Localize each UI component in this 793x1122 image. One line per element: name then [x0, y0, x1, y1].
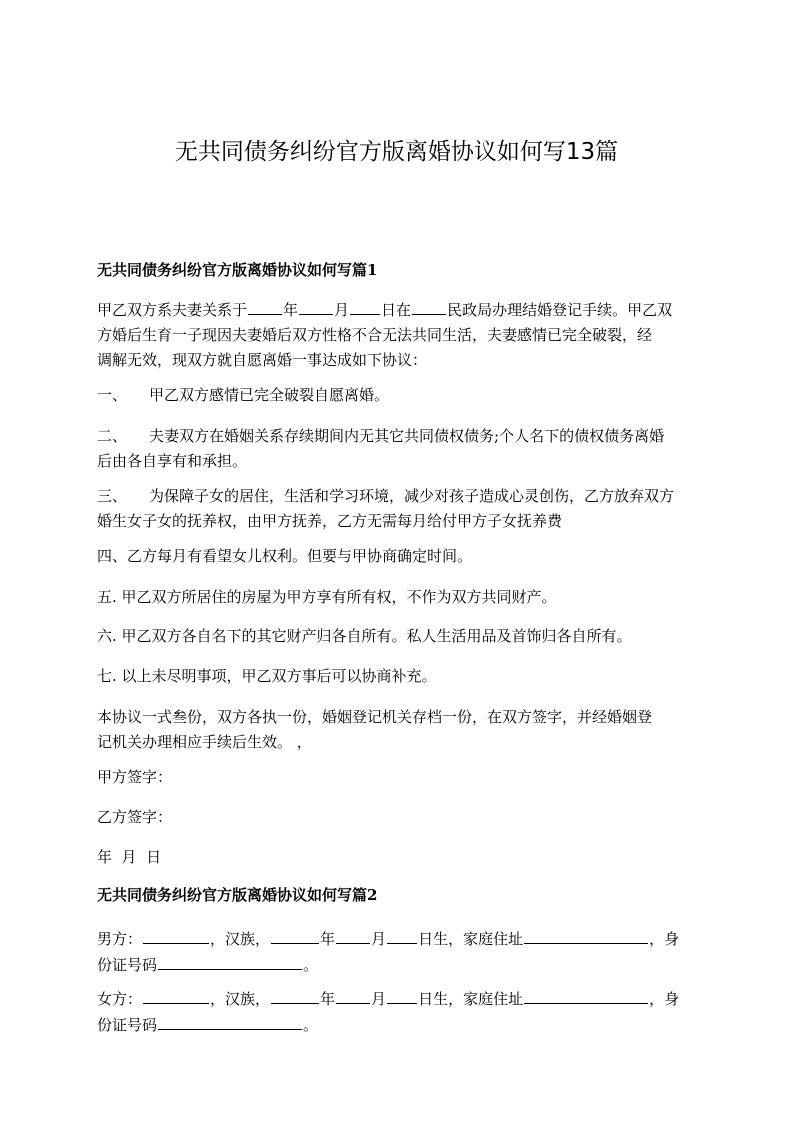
clause-1: 一、 甲乙双方感情已完全破裂自愿离婚。 — [97, 386, 390, 404]
section-1-heading: 无共同债务纠纷官方版离婚协议如何写篇1 — [97, 261, 378, 279]
female-month-blank — [336, 986, 370, 1004]
year-blank — [248, 297, 282, 315]
clause-4: 四、乙方每月有看望女儿权利。但要与甲协商确定时间。 — [97, 547, 473, 565]
clause-2: 二、 夫妻双方在婚姻关系存续期间内无其它共同债权债务;个人名下的债权债务离婚 后由各自享有和承担。 — [97, 427, 665, 470]
male-address-blank — [524, 926, 648, 944]
female-party-info: 女方： ，汉族， 年 月 日生，家庭住址 ，身 份证号码 。 — [97, 986, 699, 1038]
party-a-signature: 甲方签字： — [97, 768, 173, 786]
female-year-blank — [271, 986, 319, 1004]
clause-7: 七. 以上未尽明事项，甲乙双方事后可以协商补充。 — [97, 667, 437, 685]
signature-date: 年 月 日 — [97, 848, 162, 866]
month-blank — [299, 297, 333, 315]
clause-3: 三、 为保障子女的居住，生活和学习环境，减少对孩子造成心灵创伤，乙方放弃双方 婚生女子女的抚养权，由甲方抚养，乙方无需每月给付甲方子女抚养费 — [97, 487, 675, 530]
day-blank — [350, 297, 380, 315]
clause-6: 六. 甲乙双方各自名下的其它财产归各自所有。私人生活用品及首饰归各自所有。 — [97, 627, 632, 645]
clause-5: 五. 甲乙双方所居住的房屋为甲方享有所有权，不作为双方共同财产。 — [97, 588, 557, 606]
intro-line-2: 方婚后生育一子现因夫妻婚后双方性格不合无法共同生活，夫妻感情已完全破裂，经 — [97, 326, 653, 344]
page-title: 无共同债务纠纷官方版离婚协议如何写13篇 — [174, 139, 619, 165]
male-id-blank — [158, 952, 302, 970]
intro-line-3: 调解无效，现双方就自愿离婚一事达成如下协议： — [97, 351, 428, 369]
male-day-blank — [387, 926, 417, 944]
female-address-blank — [524, 986, 648, 1004]
male-name-blank — [143, 926, 209, 944]
closing-paragraph: 本协议一式叁份，双方各执一份，婚姻登记机关存档一份，在双方签字，并经婚姻登 记机关办理相应手续后生效。 ， — [97, 708, 653, 751]
female-id-blank — [158, 1012, 302, 1030]
female-day-blank — [387, 986, 417, 1004]
male-year-blank — [271, 926, 319, 944]
party-b-signature: 乙方签字： — [97, 808, 173, 826]
female-name-blank — [143, 986, 209, 1004]
male-party-info: 男方： ，汉族， 年 月 日生，家庭住址 ，身 份证号码 。 — [97, 926, 699, 978]
intro-paragraph — [97, 297, 699, 373]
male-month-blank — [336, 926, 370, 944]
section-2-heading: 无共同债务纠纷官方版离婚协议如何写篇2 — [97, 886, 378, 904]
intro-line-1: 甲乙双方系夫妻关系于 年 月 日在 民政局办理结婚登记手续。甲乙双 — [97, 297, 699, 323]
bureau-blank — [412, 297, 446, 315]
